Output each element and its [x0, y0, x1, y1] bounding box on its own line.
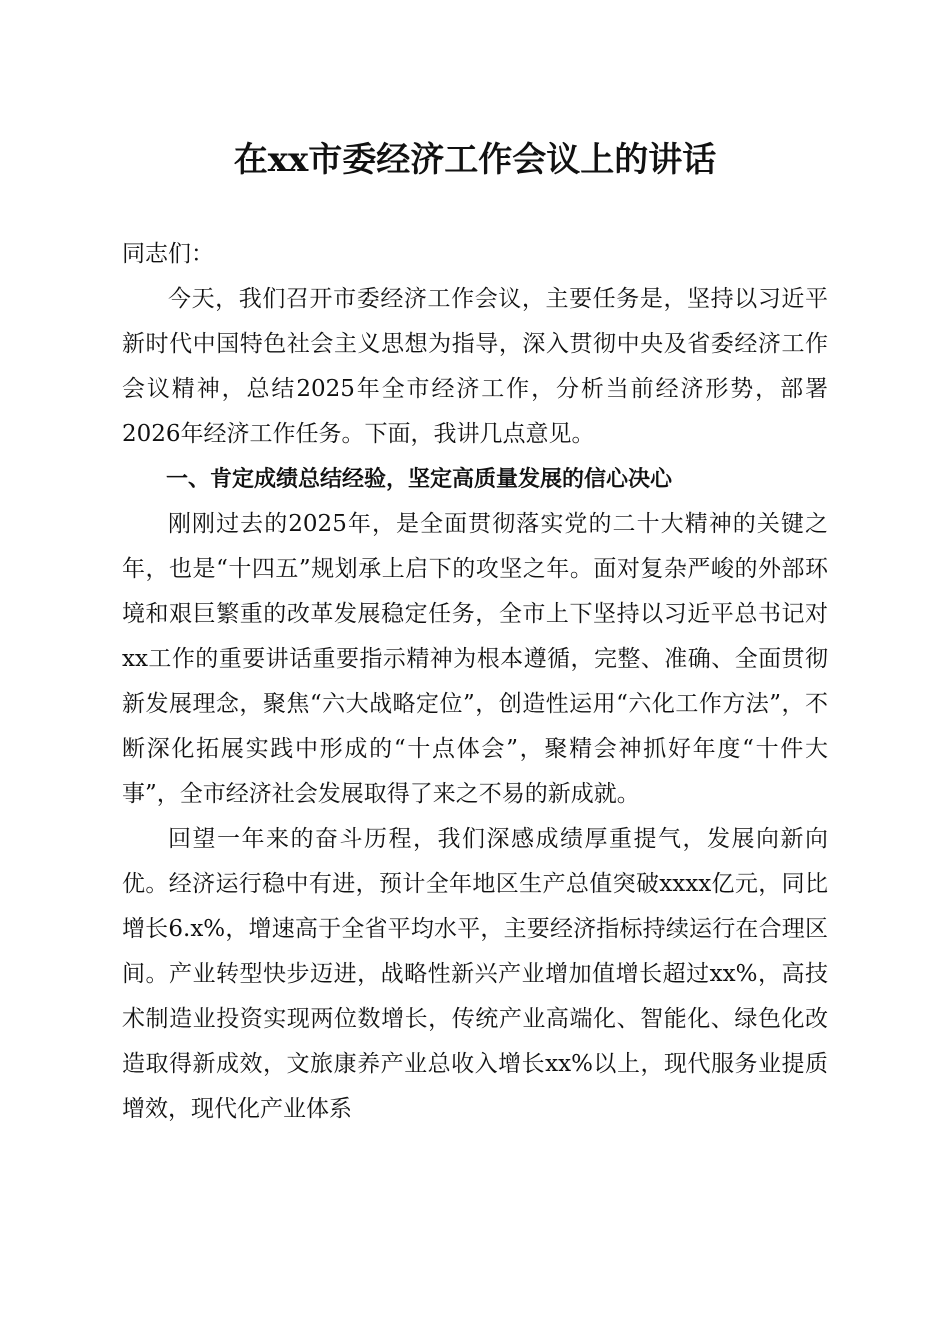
section-paragraph-2: 回望一年来的奋斗历程，我们深感成绩厚重提气，发展向新向优。经济运行稳中有进，预计全年地区生产总值突破xxxx亿元，同比增长6.x%，增速高于全省平均水平，主要经济指标持续运行在合理区间。产业转型快步迈进，战略性新兴产业增加值增长超过xx%，高技术制造业投资实现两位数增长，传统产业高端化、智能化、绿色化改造取得新成效，文旅康养产业总收入增长xx%以上，现代服务业提质增效，现代化产业体系 — [122, 826, 828, 1122]
document-body — [122, 232, 828, 1132]
greeting: 同志们： — [122, 241, 214, 267]
section-heading: 一、肯定成绩总结经验，坚定高质量发展的信心决心 — [166, 467, 673, 492]
intro-paragraph: 今天，我们召开市委经济工作会议，主要任务是，坚持以习近平新时代中国特色社会主义思想为指导，深入贯彻中央及省委经济工作会议精神，总结2025年全市经济工作，分析当前经济形势，部署2026年经济工作任务。下面，我讲几点意见。 — [122, 286, 828, 447]
document-title: 在xx市委经济工作会议上的讲话 — [233, 140, 717, 180]
section-paragraph-1: 刚刚过去的2025年，是全面贯彻落实党的二十大精神的关键之年，也是“十四五”规划承上启下的攻坚之年。面对复杂严峻的外部环境和艰巨繁重的改革发展稳定任务，全市上下坚持以习近平总书记对xx工作的重要讲话重要指示精神为根本遵循，完整、准确、全面贯彻新发展理念，聚焦“六大战略定位”，创造性运用“六化工作方法”，不断深化拓展实践中形成的“十点体会”，聚精会神抓好年度“十件大事”，全市经济社会发展取得了来之不易的新成就。 — [122, 511, 828, 807]
